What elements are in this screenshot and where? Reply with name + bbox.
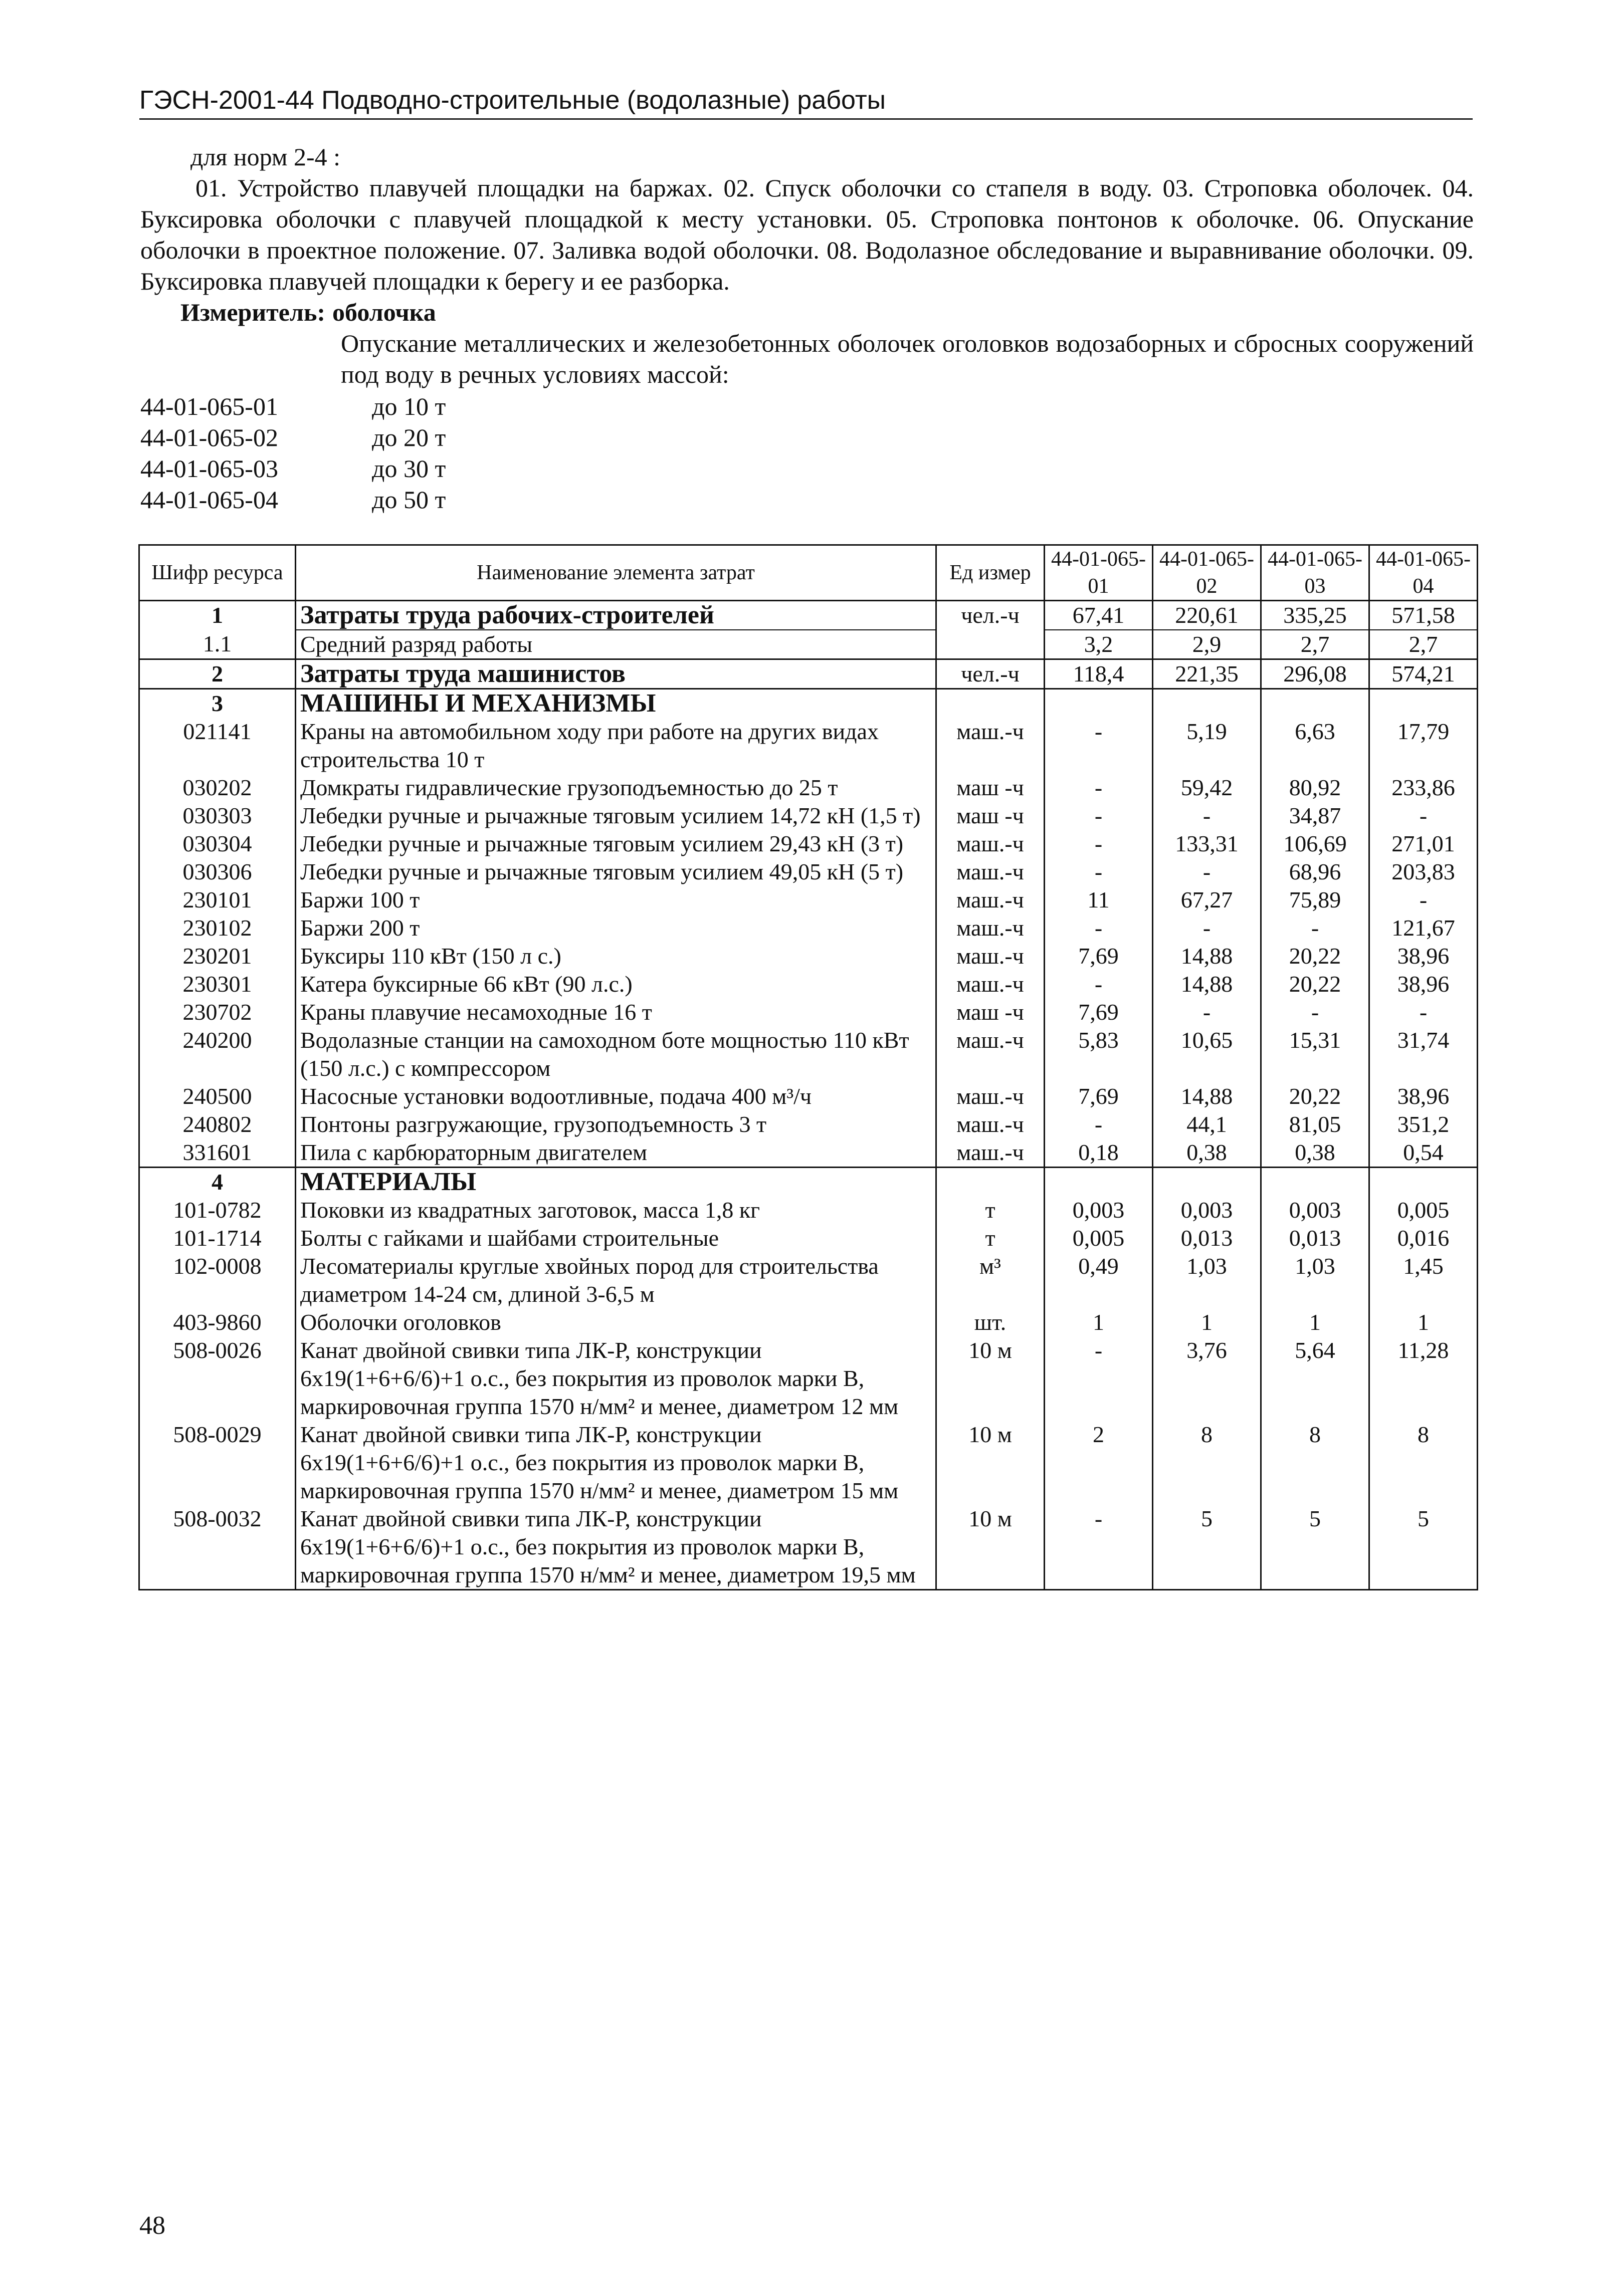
table-row (139, 601, 1478, 630)
norm-value: 68,96 (1261, 858, 1369, 886)
resource-name: Оболочки оголовков (296, 1308, 936, 1336)
norm-value: - (1369, 998, 1478, 1026)
norm-value: 34,87 (1261, 802, 1369, 830)
norm-value: 20,22 (1261, 970, 1369, 998)
resource-code: 1.1 (139, 630, 296, 659)
resource-unit: маш.-ч (936, 858, 1045, 886)
norm-value: 17,79 (1369, 718, 1478, 774)
norm-value: - (1045, 914, 1153, 942)
norm-value: 220,61 (1153, 601, 1261, 630)
norm-value: 0,003 (1045, 1196, 1153, 1224)
resource-name: Лебедки ручные и рычажные тяговым усилием 29,43 кН (3 т) (296, 830, 936, 858)
norm-value: 106,69 (1261, 830, 1369, 858)
table-row (139, 1308, 1478, 1336)
norm-value: - (1045, 970, 1153, 998)
norm-value: 0,013 (1153, 1224, 1261, 1252)
norm-text: до 20 т (372, 423, 446, 451)
norm-value: 15,31 (1261, 1026, 1369, 1082)
resource-unit (936, 630, 1045, 659)
norm-value: - (1369, 802, 1478, 830)
norm-value: 0,016 (1369, 1224, 1478, 1252)
norm-value: 14,88 (1153, 1082, 1261, 1110)
resource-unit: маш.-ч (936, 718, 1045, 774)
resource-name: Средний разряд работы (296, 630, 936, 659)
norms-lead: для норм 2-4 : (190, 143, 341, 171)
norm-value: 8 (1153, 1421, 1261, 1505)
norm-value: 0,005 (1045, 1224, 1153, 1252)
resource-unit: чел.-ч (936, 601, 1045, 630)
section-row (139, 1168, 1478, 1197)
norm-value: - (1261, 998, 1369, 1026)
table-row (139, 802, 1478, 830)
norm-value: 0,38 (1261, 1138, 1369, 1168)
resource-code: 030304 (139, 830, 296, 858)
resource-name: Болты с гайками и шайбами строительные (296, 1224, 936, 1252)
norm-value: 5 (1153, 1505, 1261, 1590)
norm-value: 31,74 (1369, 1026, 1478, 1082)
norm-value: 1 (1261, 1308, 1369, 1336)
norm-value: 2,7 (1261, 630, 1369, 659)
table-row (139, 970, 1478, 998)
resource-name: Затраты труда машинистов (296, 659, 936, 689)
resource-unit: маш -ч (936, 774, 1045, 802)
norm-value: 1,45 (1369, 1252, 1478, 1308)
resource-unit: 10 м (936, 1336, 1045, 1421)
norm-value: 8 (1369, 1421, 1478, 1505)
resource-code: 508-0032 (139, 1505, 296, 1590)
resource-name: Насосные установки водоотливные, подача 400 м³/ч (296, 1082, 936, 1110)
resource-code: 030306 (139, 858, 296, 886)
resource-name: Затраты труда рабочих-строителей (296, 601, 936, 630)
norm-value: 5,64 (1261, 1336, 1369, 1421)
norm-value: 0,013 (1261, 1224, 1369, 1252)
norm-value: 20,22 (1261, 1082, 1369, 1110)
resource-unit: маш.-ч (936, 830, 1045, 858)
norm-item (140, 391, 1474, 422)
resource-name: Краны на автомобильном ходу при работе на других видах строительства 10 т (296, 718, 936, 774)
norm-value: 233,86 (1369, 774, 1478, 802)
table-row (139, 914, 1478, 942)
norm-value: - (1045, 718, 1153, 774)
norm-value: 59,42 (1153, 774, 1261, 802)
norm-value: 8 (1261, 1421, 1369, 1505)
norm-value: 118,4 (1045, 659, 1153, 689)
resource-code: 508-0029 (139, 1421, 296, 1505)
resource-unit: 10 м (936, 1505, 1045, 1590)
table-row (139, 858, 1478, 886)
norm-value: 1 (1369, 1308, 1478, 1336)
resource-unit: 10 м (936, 1421, 1045, 1505)
norm-value: 1 (1045, 1308, 1153, 1336)
page-header: ГЭСН-2001-44 Подводно-строительные (водолазные) работы (139, 84, 1473, 120)
resource-unit (936, 689, 1045, 718)
norm-value: 271,01 (1369, 830, 1478, 858)
norm-value: 20,22 (1261, 942, 1369, 970)
resource-unit: маш.-ч (936, 914, 1045, 942)
norm-value: - (1045, 1336, 1153, 1421)
norm-value: 6,63 (1261, 718, 1369, 774)
resource-name: Баржи 100 т (296, 886, 936, 914)
norm-value: 80,92 (1261, 774, 1369, 802)
norm-value: 0,54 (1369, 1138, 1478, 1168)
resource-unit: маш.-ч (936, 1082, 1045, 1110)
resource-code: 101-1714 (139, 1224, 296, 1252)
resource-code: 230102 (139, 914, 296, 942)
norm-value: 5 (1369, 1505, 1478, 1590)
measure-value: оболочка (332, 298, 436, 326)
norm-item (140, 453, 1474, 484)
resources-table (138, 544, 1478, 1590)
norm-value: 1,03 (1261, 1252, 1369, 1308)
section-row (139, 689, 1478, 718)
table-row (139, 774, 1478, 802)
header-norm-2: 44-01-065-02 (1153, 545, 1261, 601)
norm-value: - (1045, 802, 1153, 830)
norm-value: - (1153, 802, 1261, 830)
norm-item (140, 484, 1474, 515)
table-row (139, 1421, 1478, 1505)
resource-code: 230301 (139, 970, 296, 998)
resource-code: 240500 (139, 1082, 296, 1110)
resource-code: 101-0782 (139, 1196, 296, 1224)
intro-block (140, 141, 1474, 515)
norm-value: 571,58 (1369, 601, 1478, 630)
norm-value: - (1153, 914, 1261, 942)
table-row (139, 942, 1478, 970)
table-row (139, 1252, 1478, 1308)
norm-value: - (1045, 858, 1153, 886)
norm-value: 7,69 (1045, 1082, 1153, 1110)
measure-line (140, 297, 1474, 328)
table-row (139, 1336, 1478, 1421)
header-name: Наименование элемента затрат (296, 545, 936, 601)
resource-name: МАШИНЫ И МЕХАНИЗМЫ (296, 689, 936, 718)
table-row (139, 1082, 1478, 1110)
table-row (139, 1224, 1478, 1252)
resource-unit: маш -ч (936, 998, 1045, 1026)
norm-value (1045, 1168, 1153, 1197)
norm-value: 0,38 (1153, 1138, 1261, 1168)
resource-code: 3 (139, 689, 296, 718)
norm-value (1261, 689, 1369, 718)
norm-value: 5 (1261, 1505, 1369, 1590)
norm-value: 335,25 (1261, 601, 1369, 630)
norm-value: 0,003 (1153, 1196, 1261, 1224)
norm-item (140, 422, 1474, 453)
norm-value: - (1153, 858, 1261, 886)
norm-value: 38,96 (1369, 970, 1478, 998)
table-row (139, 1026, 1478, 1082)
resource-name: Поковки из квадратных заготовок, масса 1,8 кг (296, 1196, 936, 1224)
norm-value: - (1045, 830, 1153, 858)
norm-value: 2,9 (1153, 630, 1261, 659)
resource-unit: маш.-ч (936, 1026, 1045, 1082)
header-code: Шифр ресурса (139, 545, 296, 601)
table-row (139, 886, 1478, 914)
resource-name: МАТЕРИАЛЫ (296, 1168, 936, 1197)
norm-value (1369, 689, 1478, 718)
norm-value: 81,05 (1261, 1110, 1369, 1138)
resource-code: 021141 (139, 718, 296, 774)
norm-value: 133,31 (1153, 830, 1261, 858)
norm-text: до 30 т (372, 454, 446, 483)
norm-value: 5,19 (1153, 718, 1261, 774)
resource-code: 1 (139, 601, 296, 630)
resource-name: Буксиры 110 кВт (150 л с.) (296, 942, 936, 970)
norm-value: 14,88 (1153, 942, 1261, 970)
resource-unit: т (936, 1224, 1045, 1252)
norm-value (1153, 689, 1261, 718)
resource-name: Канат двойной свивки типа ЛК-Р, конструкции 6х19(1+6+6/6)+1 о.с., без покрытия из проволок марки В, маркировочная группа 1570 н/мм² и менее, диаметром 12 мм (296, 1336, 936, 1421)
table-row (139, 1505, 1478, 1590)
norm-text: до 50 т (372, 486, 446, 514)
norm-value: 121,67 (1369, 914, 1478, 942)
table-row (139, 830, 1478, 858)
resource-unit (936, 1168, 1045, 1197)
resource-code: 230201 (139, 942, 296, 970)
resource-unit: маш.-ч (936, 1138, 1045, 1168)
norm-value: 75,89 (1261, 886, 1369, 914)
norm-value: 7,69 (1045, 998, 1153, 1026)
norm-value: 0,005 (1369, 1196, 1478, 1224)
norm-value: 0,49 (1045, 1252, 1153, 1308)
resource-unit: маш.-ч (936, 1110, 1045, 1138)
norm-value: 3,76 (1153, 1336, 1261, 1421)
norm-value: 67,27 (1153, 886, 1261, 914)
norm-value: - (1045, 1110, 1153, 1138)
resource-unit: маш.-ч (936, 942, 1045, 970)
norm-value: 10,65 (1153, 1026, 1261, 1082)
resource-code: 230702 (139, 998, 296, 1026)
norm-value (1369, 1168, 1478, 1197)
resource-code: 240802 (139, 1110, 296, 1138)
norm-value: 1 (1153, 1308, 1261, 1336)
resource-name: Домкраты гидравлические грузоподъемностью до 25 т (296, 774, 936, 802)
norm-value (1261, 1168, 1369, 1197)
resource-code: 230101 (139, 886, 296, 914)
norm-value: 296,08 (1261, 659, 1369, 689)
norm-value: - (1261, 914, 1369, 942)
resource-name: Краны плавучие несамоходные 16 т (296, 998, 936, 1026)
norm-value: 2 (1045, 1421, 1153, 1505)
resource-code: 030202 (139, 774, 296, 802)
norm-value (1045, 689, 1153, 718)
norm-text: до 10 т (372, 392, 446, 420)
operations-text: 01. Устройство плавучей площадки на баржах. 02. Спуск оболочки со стапеля в воду. 03. Строповка оболочек. 04. Буксировка оболочки с плавучей площадкой к месту установки. 05. Строповка понтонов к оболочке. 06. Опускание оболочки в проектное положение. 07. Заливка водой оболочки. 08. Водолазное обследование и выравнивание оболочки. 09. Буксировка плавучей площадки к берегу и ее разборка. (140, 174, 1474, 295)
norm-value: - (1045, 1505, 1153, 1590)
resource-name: Канат двойной свивки типа ЛК-Р, конструкции 6х19(1+6+6/6)+1 о.с., без покрытия из проволок марки В, маркировочная группа 1570 н/мм² и менее, диаметром 15 мм (296, 1421, 936, 1505)
norm-value: 11,28 (1369, 1336, 1478, 1421)
norm-code: 44-01-065-02 (140, 423, 278, 451)
table-row (139, 1196, 1478, 1224)
norm-value: 0,18 (1045, 1138, 1153, 1168)
resource-code: 2 (139, 659, 296, 689)
measure-label: Измеритель: (180, 298, 326, 326)
header-norm-4: 44-01-065-04 (1369, 545, 1478, 601)
resource-unit: м³ (936, 1252, 1045, 1308)
norm-value (1153, 1168, 1261, 1197)
norm-value: - (1369, 886, 1478, 914)
table-header-row (139, 545, 1478, 601)
resource-code: 102-0008 (139, 1252, 296, 1308)
resource-name: Понтоны разгружающие, грузоподъемность 3 т (296, 1110, 936, 1138)
norm-code: 44-01-065-01 (140, 392, 278, 420)
norm-value: 7,69 (1045, 942, 1153, 970)
norms-list (140, 391, 1474, 515)
norm-value: 11 (1045, 886, 1153, 914)
resource-unit: шт. (936, 1308, 1045, 1336)
resource-name: Лебедки ручные и рычажные тяговым усилием 14,72 кН (1,5 т) (296, 802, 936, 830)
table-row (139, 1138, 1478, 1168)
header-norm-1: 44-01-065-01 (1045, 545, 1153, 601)
norm-value: 44,1 (1153, 1110, 1261, 1138)
table-row (139, 718, 1478, 774)
resource-code: 030303 (139, 802, 296, 830)
norm-code: 44-01-065-04 (140, 486, 278, 514)
header-unit: Ед измер (936, 545, 1045, 601)
norm-value: 203,83 (1369, 858, 1478, 886)
resource-name: Лесоматериалы круглые хвойных пород для строительства диаметром 14-24 см, длиной 3-6,5 м (296, 1252, 936, 1308)
resource-name: Лебедки ручные и рычажные тяговым усилием 49,05 кН (5 т) (296, 858, 936, 886)
table-row (139, 659, 1478, 689)
resource-unit: чел.-ч (936, 659, 1045, 689)
resource-name: Водолазные станции на самоходном боте мощностью 110 кВт (150 л.с.) с компрессором (296, 1026, 936, 1082)
resource-code: 508-0026 (139, 1336, 296, 1421)
resource-unit: маш.-ч (936, 970, 1045, 998)
norm-value: - (1153, 998, 1261, 1026)
norm-value: 2,7 (1369, 630, 1478, 659)
description-text: Опускание металлических и железобетонных оболочек оголовков водозаборных и сбросных сооружений под воду в речных условиях массой: (341, 329, 1474, 388)
table-row (139, 630, 1478, 659)
resource-unit: т (936, 1196, 1045, 1224)
table-row (139, 998, 1478, 1026)
resource-code: 240200 (139, 1026, 296, 1082)
norm-value: 5,83 (1045, 1026, 1153, 1082)
table-body (139, 601, 1478, 1590)
norm-value: 1,03 (1153, 1252, 1261, 1308)
resource-name: Пила с карбюраторным двигателем (296, 1138, 936, 1168)
norm-value: - (1045, 774, 1153, 802)
norm-value: 221,35 (1153, 659, 1261, 689)
table-row (139, 1110, 1478, 1138)
resource-name: Катера буксирные 66 кВт (90 л.с.) (296, 970, 936, 998)
norm-value: 14,88 (1153, 970, 1261, 998)
norm-value: 0,003 (1261, 1196, 1369, 1224)
page-number: 48 (139, 2211, 165, 2240)
norm-value: 67,41 (1045, 601, 1153, 630)
norm-value: 38,96 (1369, 942, 1478, 970)
norm-value: 38,96 (1369, 1082, 1478, 1110)
norm-value: 574,21 (1369, 659, 1478, 689)
resource-unit: маш -ч (936, 802, 1045, 830)
header-norm-3: 44-01-065-03 (1261, 545, 1369, 601)
norm-value: 351,2 (1369, 1110, 1478, 1138)
norm-value: 3,2 (1045, 630, 1153, 659)
resource-name: Канат двойной свивки типа ЛК-Р, конструкции 6х19(1+6+6/6)+1 о.с., без покрытия из проволок марки В, маркировочная группа 1570 н/мм² и менее, диаметром 19,5 мм (296, 1505, 936, 1590)
resource-code: 331601 (139, 1138, 296, 1168)
norm-code: 44-01-065-03 (140, 454, 278, 483)
resource-unit: маш.-ч (936, 886, 1045, 914)
resource-code: 403-9860 (139, 1308, 296, 1336)
resource-code: 4 (139, 1168, 296, 1197)
resource-name: Баржи 200 т (296, 914, 936, 942)
